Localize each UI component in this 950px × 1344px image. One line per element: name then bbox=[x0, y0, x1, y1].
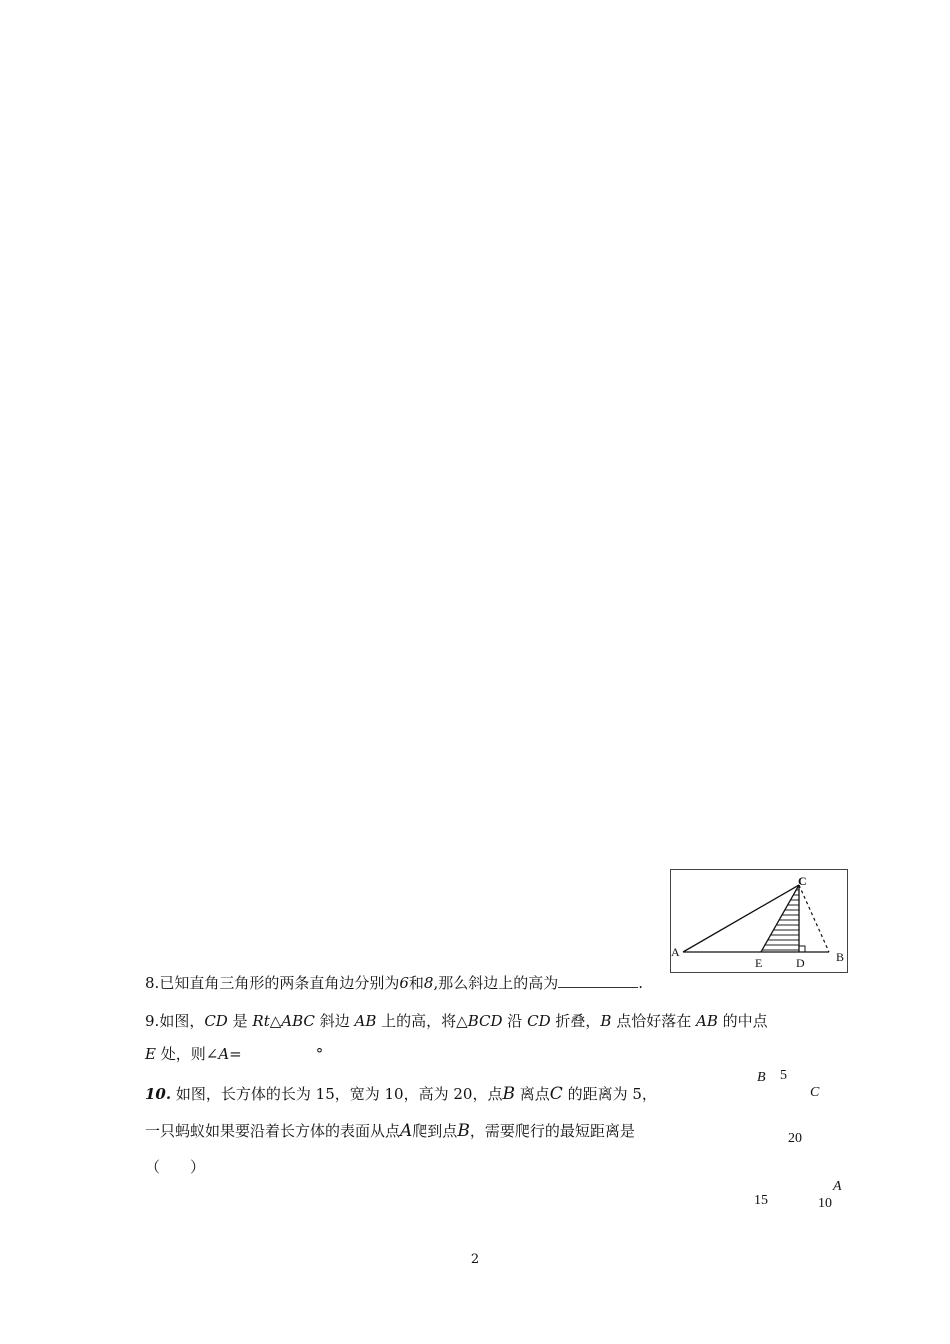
q9-ab: AB bbox=[354, 1012, 377, 1030]
q10-text-4: 一只蚂蚁如果要沿着长方体的表面从点 bbox=[145, 1122, 401, 1140]
q10-text-2: 离点 bbox=[519, 1085, 550, 1103]
q9-rt: Rt bbox=[252, 1012, 270, 1030]
q9-e: E bbox=[145, 1045, 156, 1063]
fig8-label-a: A bbox=[671, 945, 680, 959]
q8-number: 8. bbox=[145, 974, 160, 992]
q9-triangle-symbol-2: △ bbox=[456, 1012, 468, 1030]
q10-a: A bbox=[400, 1121, 413, 1141]
q9-triangle-symbol: △ bbox=[269, 1012, 282, 1030]
q9-text-3: 斜边 bbox=[319, 1012, 350, 1030]
q10-text-5: 爬到点 bbox=[412, 1122, 458, 1140]
fig10-label-c: C bbox=[810, 1085, 820, 1100]
q9-text-2: 是 bbox=[232, 1012, 248, 1030]
segment-ce bbox=[761, 885, 799, 952]
q10-text-1: 如图，长方体的长为 15，宽为 10，高为 20，点 bbox=[175, 1085, 503, 1103]
q8-text-2: 和 bbox=[408, 974, 424, 992]
fig10-label-20: 20 bbox=[788, 1131, 802, 1146]
q10-c: C bbox=[549, 1084, 563, 1104]
page-number: 2 bbox=[470, 1252, 480, 1267]
question-9-line-1 bbox=[145, 1011, 768, 1031]
triangle-figure bbox=[670, 869, 848, 973]
q10-b-2: B bbox=[457, 1121, 470, 1141]
q9-bcd: BCD bbox=[467, 1012, 503, 1030]
q9-text-9: 处，则∠ bbox=[160, 1045, 219, 1063]
q8-value-2: 8 bbox=[423, 974, 434, 992]
q10-paren[interactable]: （ ） bbox=[145, 1158, 206, 1176]
q10-text-3: 的距离为 5， bbox=[567, 1085, 657, 1103]
q9-text-8: 的中点 bbox=[722, 1012, 768, 1030]
q10-b: B bbox=[502, 1084, 515, 1104]
q9-text-4: 上的高，将 bbox=[381, 1012, 457, 1030]
q9-text-6: 折叠， bbox=[555, 1012, 601, 1030]
q9-b: B bbox=[600, 1012, 612, 1030]
fig10-label-15: 15 bbox=[754, 1193, 768, 1208]
q9-ab-2: AB bbox=[696, 1012, 718, 1030]
q8-end: . bbox=[638, 974, 643, 992]
question-8 bbox=[145, 973, 643, 993]
q8-text-3: ,那么斜边上的高为 bbox=[433, 974, 559, 992]
q9-text-1: 如图， bbox=[159, 1012, 205, 1030]
q9-degree: ° bbox=[315, 1045, 324, 1063]
segment-ac bbox=[683, 885, 799, 952]
q9-cd-2: CD bbox=[527, 1012, 551, 1030]
fig10-label-5: 5 bbox=[780, 1068, 787, 1083]
question-9-line-2 bbox=[145, 1044, 323, 1064]
question-10-line-1 bbox=[145, 1084, 657, 1104]
q9-equals: = bbox=[229, 1045, 242, 1063]
question-10-line-2 bbox=[145, 1121, 635, 1141]
fig10-label-b: B bbox=[757, 1070, 766, 1085]
segment-cb-dashed bbox=[799, 885, 829, 952]
q8-value-1: 6 bbox=[399, 974, 409, 992]
right-angle-mark bbox=[799, 946, 805, 952]
q10-number: 10. bbox=[145, 1085, 172, 1103]
q9-cd: CD bbox=[204, 1012, 228, 1030]
q9-a: A bbox=[218, 1045, 230, 1063]
q9-number: 9. bbox=[145, 1012, 160, 1030]
q10-text-6: ，需要爬行的最短距离是 bbox=[469, 1122, 635, 1140]
q8-answer-blank[interactable] bbox=[558, 973, 638, 988]
q9-text-5: 沿 bbox=[507, 1012, 523, 1030]
q9-text-7: 点恰好落在 bbox=[616, 1012, 692, 1030]
question-10-answer-paren bbox=[145, 1157, 205, 1177]
fig10-label-a: A bbox=[833, 1179, 842, 1194]
fig8-label-b: B bbox=[836, 950, 845, 964]
fig8-label-d: D bbox=[796, 956, 805, 970]
q8-text-1: 已知直角三角形的两条直角边分别为 bbox=[159, 974, 400, 992]
fig8-label-c: C bbox=[798, 874, 807, 888]
fig8-label-e: E bbox=[755, 956, 763, 970]
fig10-label-10: 10 bbox=[818, 1196, 832, 1211]
q9-abc: ABC bbox=[281, 1012, 315, 1030]
